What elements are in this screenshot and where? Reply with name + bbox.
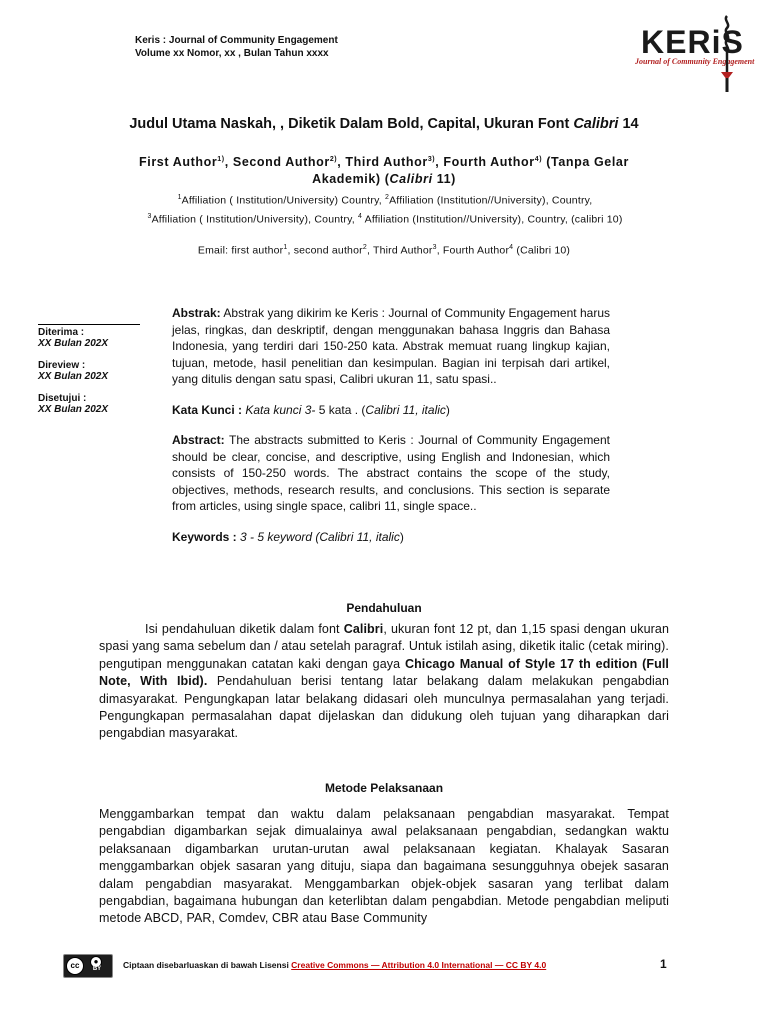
abstract-label: Abstract: [172,433,225,447]
keywords-indonesian [172,402,610,419]
affiliations [140,190,630,227]
affil-1-sup: 1 [177,194,182,201]
reviewed-label: Direview : [38,360,86,371]
received-label: Diterima : [38,327,85,338]
kata-kunci-mid: 5 kata . ( [315,402,366,417]
abstract-english [172,432,610,515]
intro-text-2: , ukuran font 12 pt, dan 1,15 spasi dengan ukuran spasi yang sama sebelum dan / atau setelah paragraf. Untuk istilah asing, diketik italic (cetak miring). pengutipan menggunakan catatan kaki dengan gaya [99,622,669,671]
email-3-sup: 3 [432,244,437,251]
email-3: , Third Author [366,244,433,257]
abstrak-text: Abstrak yang dikirim ke Keris : Journal of Community Engagement harus jelas, ringkas, dan deskriptif, dengan menggunakan bahasa Inggris dan Bahasa Indonesia, yang terdiri dari 150-250 kata. Abstrak memuat ruang lingkup kajian, tujuan, metode, hasil penelitian dan kesimpulan. Bagian ini terpisah dari artikel, yang ditulis dengan satu spasi, Calibri ukuran 11, satu spasi.. [172,306,610,386]
abstract-text: The abstracts submitted to Keris : Journal of Community Engagement should be clear, concise, and descriptive, using English and Indonesian, which consists of 150-250 words. The abstract contains the scope of the study, objectives, methods, research results, and conclusions. This section is separate from articles, using single space, calibri 11, single space.. [172,433,610,513]
license-notice [123,960,546,970]
intro-text-3: Pendahuluan berisi tentang latar belakang dalam melakukan pengabdian dimasyarakat. Pengungkapan latar belakang didasari oleh munculnya permasalahan yang terjadi. Pengungkapan permasalahan dapat dijelaskan dan didukung oleh tujuan yang diharapkan dari pengabdian masyarakat. [99,674,669,741]
intro-text-1: Isi pendahuluan diketik dalam font [145,622,344,636]
affil-2: Affiliation (Institution//University), Country, [389,194,593,207]
email-line [0,244,768,257]
intro-bold-2: Chicago Manual of Style 17 th edition (Full Note, With Ibid). [99,656,669,689]
author-4: , Fourth Author [435,155,535,170]
page-number: 1 [660,957,667,971]
abstract-column [172,305,610,559]
title-size: 14 [618,116,639,132]
intro-paragraph [99,621,669,743]
keris-logo [615,12,755,94]
keywords-english [172,529,610,546]
license-footer [63,954,683,978]
affil-3: Affiliation ( Institution/University), Country, [151,213,359,225]
journal-volume: Volume xx Nomor, xx , Bulan Tahun xxxx [135,48,329,59]
kata-kunci-close: ) [445,402,450,417]
reviewed-value: XX Bulan 202X [38,371,109,382]
paper-title [0,116,768,132]
method-paragraph: Menggambarkan tempat dan waktu dalam pelaksanaan pengabdian masyarakat. Tempat pengabdian digambarkan sejak dimualainya awal pelaksanaan pengabdian, sedangkan waktu pelaksanaan digambarkan urutan-urutan awal pelaksanaan kegiatan. Khalayak Sasaran menggambarkan objek sasaran yang dituju, siapa dan bagaimana sesungguhnya obejek sasaran dalam pengabdian masyarakat. Menggambarkan objek-objek sasaran yang terlibat dalam pengabdian, bagaimana hubungan dan keterlibtan dalam pengabdian. Metode pengabdian meliputi metode ABCD, PAR, Comdev, CBR atau Base Community [99,807,669,926]
email-2-sup: 2 [362,244,367,251]
journal-header [135,34,338,60]
author-2: , Second Author [224,155,330,170]
affil-2-sup: 2 [385,194,390,201]
affil-3-sup: 3 [147,212,152,220]
person-icon: ● [90,956,102,968]
logo-wordmark: KERiS [641,24,744,60]
method-body [99,806,669,928]
email-suffix: (Calibri 10) [513,244,571,257]
received-value: XX Bulan 202X [38,338,109,349]
author-note: (Tanpa Gelar Akademik) ( [312,155,629,187]
author-1-sup: 1) [217,156,225,163]
title-italic: Calibri [573,116,619,132]
email-1: Email: first author [197,244,284,257]
intro-heading: Pendahuluan [346,601,422,615]
cc-icon: cc [66,957,84,975]
keywords-close: ) [399,529,404,544]
email-1-sup: 1 [283,244,288,251]
logo-tagline: Journal of Community Engagement [635,57,755,66]
author-1: First Author [139,155,218,170]
abstract-indonesian [172,305,610,388]
keywords-italic: 3 - 5 keyword (Calibri 11, italic [240,529,400,544]
method-heading: Metode Pelaksanaan [324,781,444,795]
email-2: , second author [287,244,363,257]
license-link[interactable]: Creative Commons — Attribution 4.0 International — CC BY 4.0 [291,960,547,970]
author-note-end: 11) [432,172,456,187]
author-note-italic: Calibri [389,172,433,187]
email-4-sup: 4 [509,244,514,251]
intro-body [99,621,669,743]
journal-name: Keris : Journal of Community Engagement [135,35,338,46]
email-4: , Fourth Author [436,244,510,257]
approved-label: Disetujui : [38,393,87,404]
affil-4-sup: 4 [358,212,363,220]
abstrak-label: Abstrak: [172,306,221,320]
author-3-sup: 3) [427,156,436,163]
by-label: BY [92,966,102,972]
title-main: Judul Utama Naskah, , Diketik Dalam Bold, Capital, Ukuran Font [129,116,574,132]
kata-kunci-italic: Kata kunci 3- [245,402,316,417]
license-prefix: Ciptaan disebarluaskan di bawah Lisensi [123,960,292,970]
sidebar-divider [38,324,140,325]
author-2-sup: 2) [329,156,338,163]
keris-dagger-icon [715,14,739,94]
keywords-label: Keywords : [172,529,241,544]
intro-bold-1: Calibri [343,622,384,636]
author-3: , Third Author [337,155,428,170]
author-4-sup: 4) [534,156,543,163]
approved-value: XX Bulan 202X [38,404,109,415]
author-list [110,151,658,188]
cc-by-badge[interactable] [63,954,113,978]
kata-kunci-label: Kata Kunci : [172,402,246,417]
affil-4: Affiliation (Institution//University), Country, (calibri 10) [362,213,623,225]
kata-kunci-note: Calibri 11, italic [365,402,446,417]
submission-dates [38,324,140,426]
affil-1: Affiliation ( Institution/University) Country, [181,194,385,207]
